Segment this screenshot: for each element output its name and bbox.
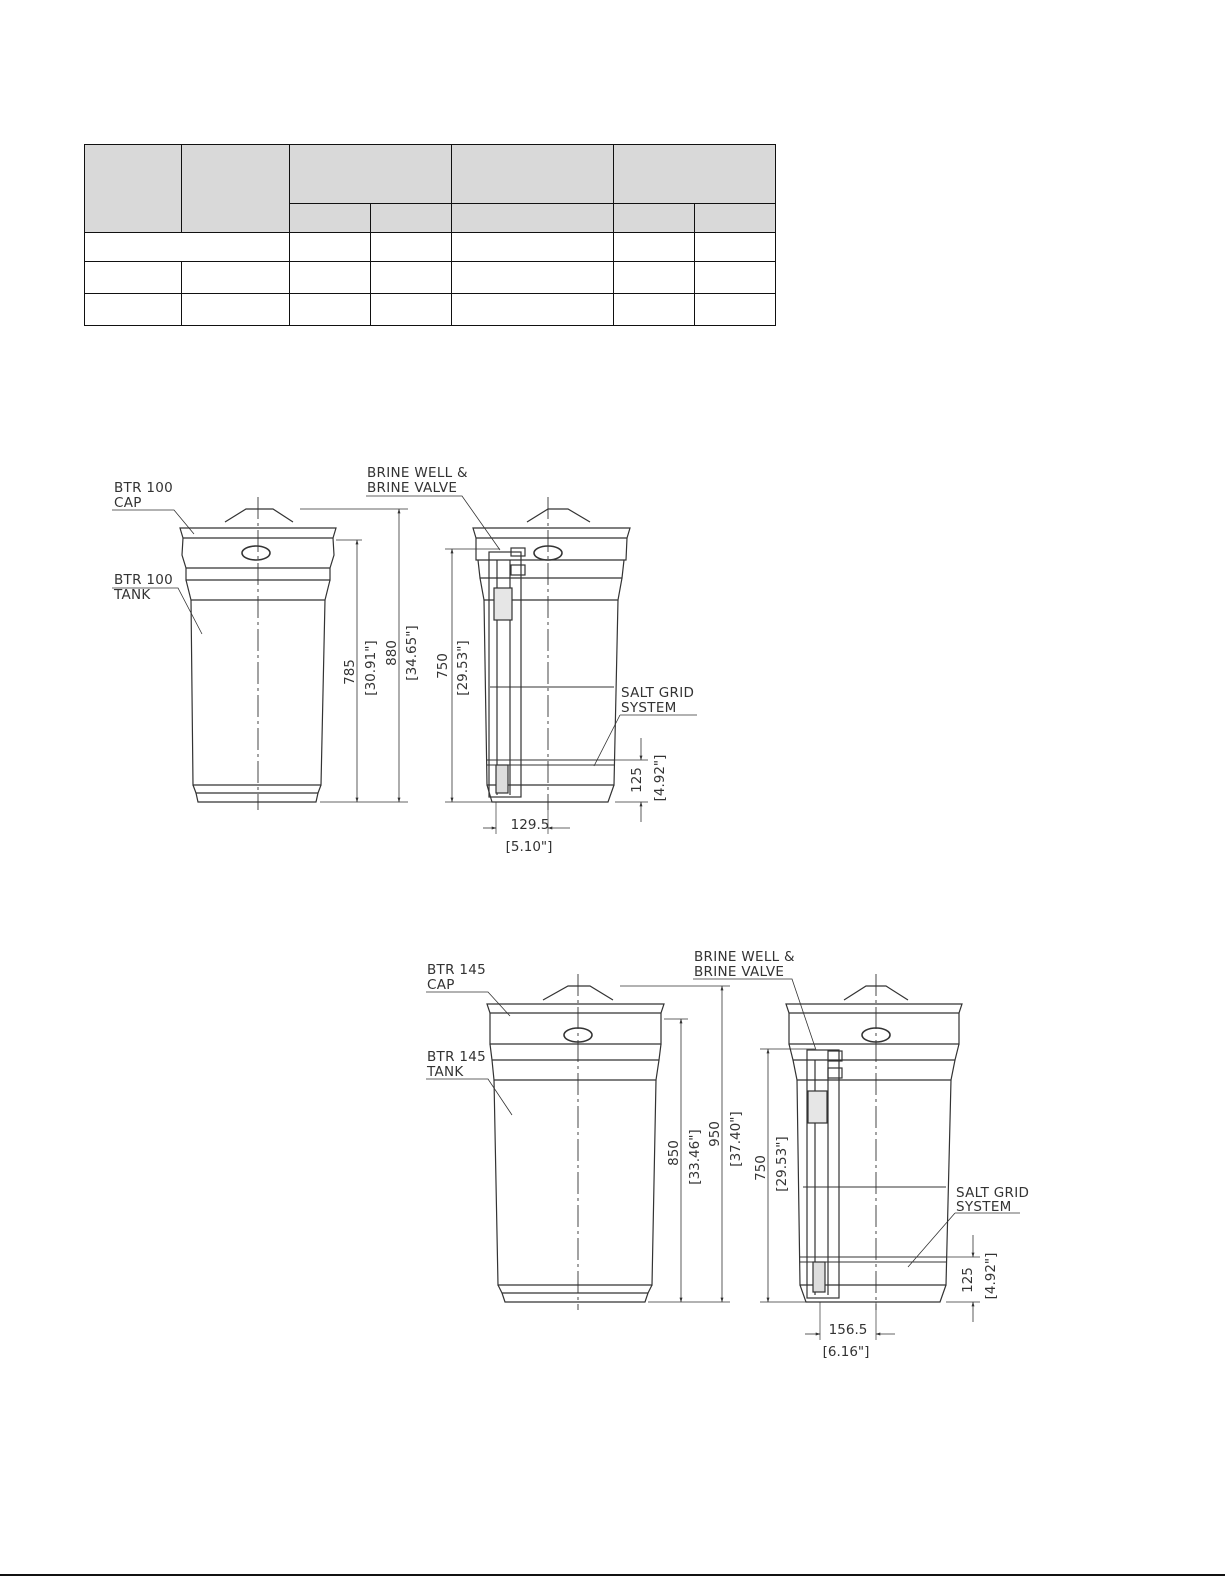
cap-label-line2: CAP [427, 977, 455, 993]
salt-label-line1: SALT GRID [621, 685, 695, 701]
dim-grid-height: 125 [960, 1267, 976, 1293]
cap-label-line1: BTR 145 [427, 962, 487, 978]
dim-grid-height-inch: [4.92"] [652, 754, 668, 802]
btr100-labels [113, 465, 694, 855]
brine-label-line2: BRINE VALVE [367, 480, 458, 496]
dim-tank-height: 785 [342, 659, 358, 685]
dim-brine-width: 129.5 [510, 817, 550, 833]
tank-label-line1: BTR 145 [427, 1049, 487, 1065]
dim-brine-height-inch: [29.53"] [455, 640, 471, 696]
dim-total-height: 880 [384, 640, 400, 666]
footer-rule [0, 1574, 1225, 1576]
salt-label-line1: SALT GRID [956, 1185, 1030, 1201]
btr100-front-view [180, 497, 336, 810]
dim-brine-width: 156.5 [828, 1322, 868, 1338]
tank-label-line1: BTR 100 [114, 572, 174, 588]
btr145-drawing [426, 974, 1020, 1340]
dim-total-height-inch: [34.65"] [404, 625, 420, 681]
dim-brine-height: 750 [435, 653, 451, 679]
dim-tank-height-inch: [30.91"] [363, 640, 379, 696]
tank-label-line2: TANK [114, 587, 151, 603]
brine-label-line2: BRINE VALVE [694, 964, 785, 980]
dim-tank-height: 850 [666, 1140, 682, 1166]
brine-label-line1: BRINE WELL & [694, 949, 795, 965]
btr145-section-view [786, 974, 962, 1310]
dim-grid-height-inch: [4.92"] [983, 1252, 999, 1300]
btr145-front-view [487, 974, 664, 1310]
brine-label-line1: BRINE WELL & [367, 465, 468, 481]
tank-label-line2: TANK [427, 1064, 464, 1080]
dim-brine-width-inch: [6.16"] [822, 1344, 870, 1360]
salt-label-line2: SYSTEM [956, 1199, 1012, 1215]
dim-tank-height-inch: [33.46"] [687, 1129, 703, 1185]
dim-grid-height: 125 [629, 767, 645, 793]
cap-label-line2: CAP [114, 495, 142, 511]
dim-brine-height-inch: [29.53"] [774, 1136, 790, 1192]
dim-total-height-inch: [37.40"] [728, 1111, 744, 1167]
btr100-section-view [473, 497, 630, 810]
dim-brine-width-inch: [5.10"] [505, 839, 553, 855]
dim-total-height: 950 [707, 1121, 723, 1147]
dim-brine-height: 750 [753, 1155, 769, 1181]
salt-label-line2: SYSTEM [621, 700, 677, 716]
cap-label-line1: BTR 100 [114, 480, 174, 496]
